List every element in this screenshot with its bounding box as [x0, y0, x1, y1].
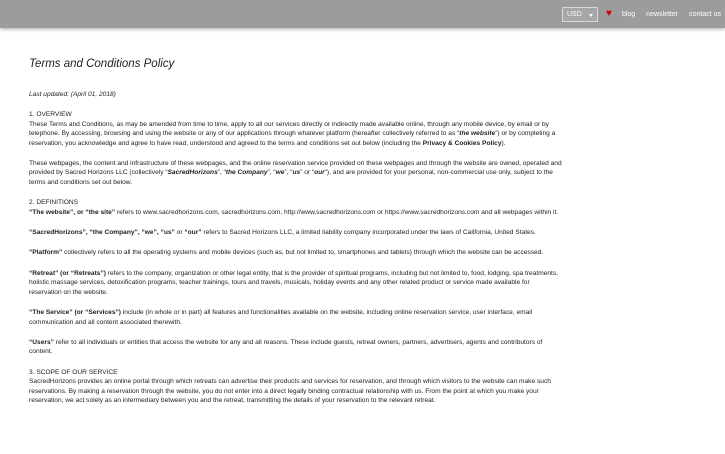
currency-select[interactable]	[562, 7, 598, 22]
definition-service	[29, 308, 564, 327]
section-heading-scope: 3. SCOPE OF OUR SERVICE	[29, 368, 118, 376]
text-segment: ”, “	[284, 169, 293, 177]
currency-value: USD	[567, 10, 582, 18]
text-segment: or	[174, 229, 185, 237]
heart-icon[interactable]: ♥	[606, 8, 612, 19]
overview-paragraph-1	[29, 120, 564, 148]
last-updated: Last updated: (April 01, 2018)	[29, 91, 116, 98]
text-segment: we	[275, 169, 285, 177]
chevron-down-icon	[589, 14, 593, 17]
definition-term: “Retreat” (or “Retreats”)	[29, 269, 106, 277]
text-segment: ” or “	[300, 169, 315, 177]
text-segment: ”) or by completing a reservation, you acknowledge and agree to have read, understood and agreed to the terms and conditions set out below (including the	[29, 130, 556, 147]
definition-term: “Platform”	[29, 249, 63, 257]
definition-term: “our”	[184, 229, 202, 237]
scope-paragraph-1: SacredHorizons provides an online portal through which retreats can advertise their products and services for reservation, and through which visitors to the website can make such reservations. By making a reservation through the website, you do not enter into a direct legally binding contractual relationship with us. From the point at which you make your reservation, we act solely as an intermediary between you and the retreat, transmitting the details of your reservation to the relevant retreat.	[29, 378, 551, 404]
privacy-policy-link[interactable]: Privacy & Cookies Policy	[422, 139, 502, 147]
definition-term: “The website”, or “the site”	[29, 208, 116, 216]
definition-term: “The Service” (or “Services”)	[29, 309, 121, 317]
text-segment: ”, “	[267, 169, 276, 177]
definition-term: “Users”	[29, 338, 54, 346]
text-segment: us	[292, 169, 301, 177]
definition-website	[29, 208, 564, 217]
section-heading-overview: 1. OVERVIEW	[29, 111, 72, 119]
text-segment: These webpages, the content and infrastructure of these webpages, and the online reservation service provided on these webpages and through the website are owned, operated and provided by Sacred Horizons LLC (collectively “	[29, 160, 562, 177]
definition-platform	[29, 248, 564, 257]
text-segment: the website	[459, 130, 496, 138]
definition-term: “SacredHorizons”, “the Company”, “we”, “us”	[29, 229, 175, 237]
definition-text: refers to Sacred Horizons LLC, a limited liability company incorporated under the laws of California, United States.	[201, 229, 536, 237]
text-segment: ).	[501, 139, 506, 147]
definition-company	[29, 228, 564, 237]
text-segment: ”), and are provided for your personal, non-commercial use only, subject to the terms and conditions set out below.	[29, 169, 553, 186]
top-navigation-bar	[0, 0, 725, 28]
text-segment: ”, “	[217, 169, 226, 177]
definition-text: collectively refers to all the operating systems and mobile devices (such as, but not limited to, smartphones and tablets) through which the website can be accessed.	[62, 249, 544, 257]
definition-text: refer to all individuals or entities that access the website for any and all reasons. These include guests, retreat owners, partners, advertisers, agents and contributors of content.	[29, 338, 543, 356]
definition-retreat	[29, 269, 564, 297]
terms-document	[29, 57, 564, 416]
definition-users	[29, 338, 564, 357]
nav-link-contact-us[interactable]: contact us	[689, 10, 721, 18]
text-segment: SacredHorizons	[167, 169, 218, 177]
nav-link-newsletter[interactable]: newsletter	[646, 10, 679, 18]
definition-text: refers to the company, organization or other legal entity, that is the provider of spiritual programs, including but not limited to, food, lodging, spa treatments, holistic massage services, detoxification programs, teacher trainings, tours and travels, musicals, holiday events and any other related product or service made available for reservation on the website.	[29, 269, 558, 296]
text-segment: These Terms and Conditions, as may be amended from time to time, apply to all our services directly or indirectly made available online, through any mobile device, by email or by telephone. By accessing, browsing and using the website or any of our applications through whatever platform (hereafter collectively referred to as “	[29, 120, 549, 138]
definition-text: include (in whole or in part) all features and functionalities available on the website, including online reservation service, user interface, email communication and all content associated therewith.	[29, 309, 533, 326]
nav-link-blog[interactable]: blog	[621, 10, 636, 18]
page-title: Terms and Conditions Policy	[29, 58, 175, 70]
text-segment: our	[314, 169, 325, 177]
overview-paragraph-2	[29, 159, 564, 187]
section-heading-definitions: 2. DEFINITIONS	[29, 199, 79, 207]
top-nav	[562, 0, 721, 28]
text-segment: the Company	[225, 169, 268, 177]
definition-text: refers to www.sacredhorizons.com, sacredhorizons.com, http://www.sacredhorizons.com or https://www.sacredhorizons.com and all webpages within it.	[115, 208, 559, 216]
